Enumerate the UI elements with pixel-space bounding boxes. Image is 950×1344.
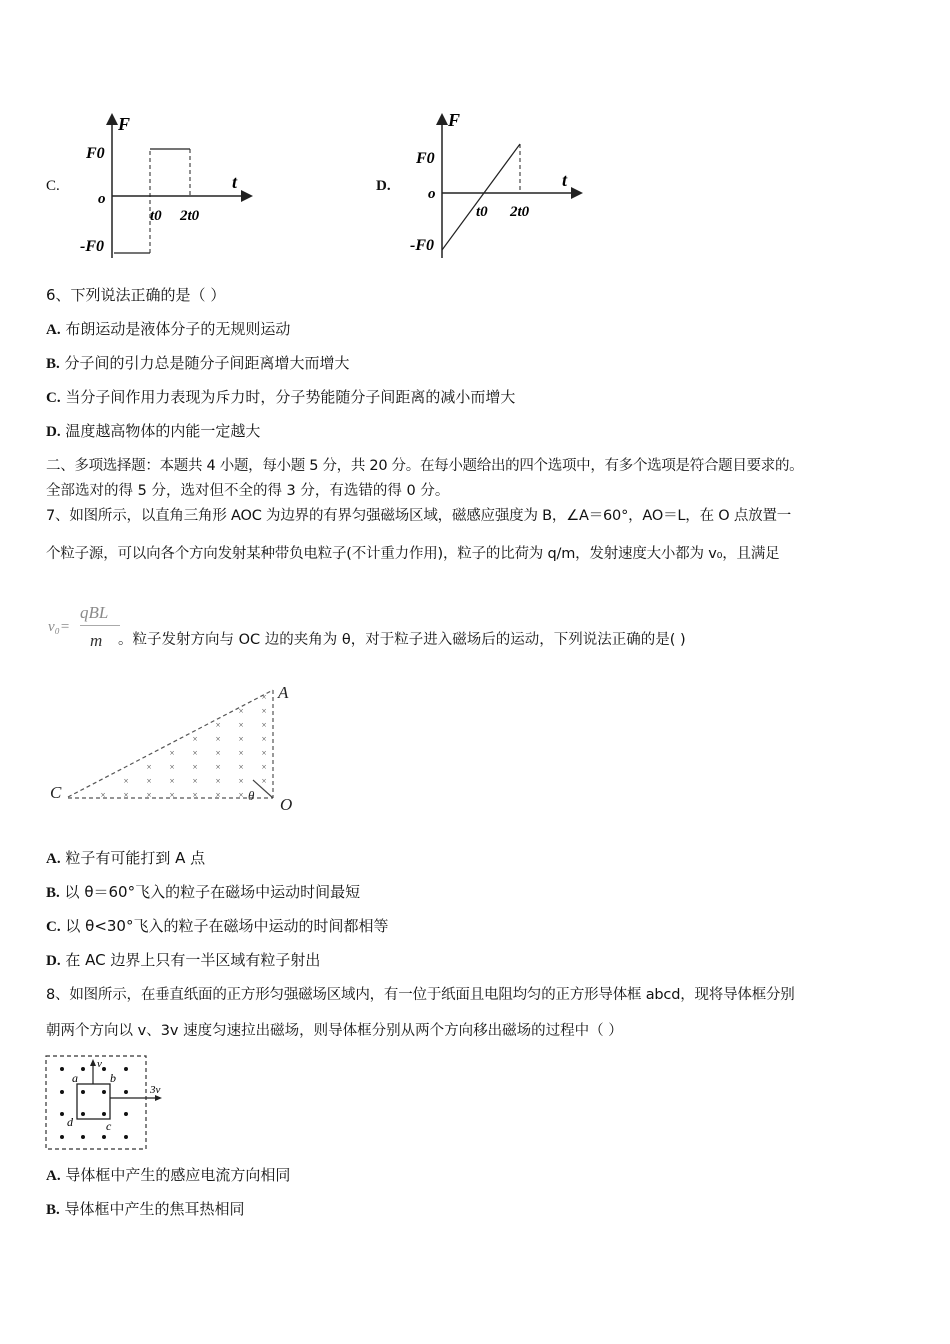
option-label: D.	[376, 178, 391, 194]
svg-text:×: ×	[238, 776, 244, 786]
svg-text:×: ×	[238, 706, 244, 716]
option-text: 在 AC 边界上只有一半区域有粒子射出	[65, 951, 321, 969]
svg-text:×: ×	[192, 734, 198, 744]
question-stem-line1: 7、如图所示，以直角三角形 AOC 为边界的有界匀强磁场区域，磁感应强度为 B，∠A＝60°，AO＝L，在 O 点放置一	[46, 508, 792, 524]
option-b	[46, 353, 350, 374]
option-a	[46, 848, 205, 869]
option-b	[46, 1199, 245, 1220]
x-tick-t0: t0	[476, 204, 488, 220]
svg-text:×: ×	[238, 762, 244, 772]
corner-label-d: d	[67, 1115, 73, 1129]
svg-text:×: ×	[261, 734, 267, 744]
fraction-bar	[80, 625, 120, 626]
option-label: D.	[46, 953, 61, 969]
y-axis-label: F	[448, 110, 461, 130]
question-stem-line2: 朝两个方向以 v、3v 速度匀速拉出磁场，则导体框分别从两个方向移出磁场的过程中（ ）	[46, 1023, 623, 1039]
svg-text:×: ×	[146, 762, 152, 772]
option-d	[46, 421, 260, 442]
option-c	[46, 916, 388, 937]
option-label: B.	[46, 885, 60, 901]
y-tick-neg-f0: -F0	[80, 238, 104, 255]
velocity-label-v: v	[97, 1058, 102, 1070]
x-axis-label: t	[562, 170, 568, 190]
formula-denominator: m	[90, 631, 103, 650]
option-label: C.	[46, 919, 61, 935]
option-label: A.	[46, 851, 61, 867]
svg-text:×: ×	[215, 734, 221, 744]
x-axis-label: t	[232, 172, 238, 192]
svg-text:×: ×	[261, 706, 267, 716]
svg-text:×: ×	[146, 790, 152, 800]
svg-text:×: ×	[169, 762, 175, 772]
svg-text:×: ×	[215, 762, 221, 772]
option-text: 当分子间作用力表现为斥力时，分子势能随分子间距离的减小而增大	[65, 388, 516, 406]
option-text: 布朗运动是液体分子的无规则运动	[65, 320, 291, 338]
option-b	[46, 882, 360, 903]
svg-text:×: ×	[238, 734, 244, 744]
option-text: 分子间的引力总是随分子间距离增大而增大	[64, 354, 350, 372]
question-stem-line3: 。粒子发射方向与 OC 边的夹角为 θ，对于粒子进入磁场后的运动，下列说法正确的是( )	[118, 632, 686, 648]
option-c	[46, 387, 515, 408]
question-stem-line1: 8、如图所示，在垂直纸面的正方形匀强磁场区域内，有一位于纸面且电阻均匀的正方形导体框 abcd，现将导体框分别	[46, 987, 795, 1003]
svg-text:×: ×	[261, 776, 267, 786]
section-instructions-line2: 全部选对的得 5 分，选对但不全的得 3 分，有选错的得 0 分。	[46, 483, 450, 499]
question-stem-line2: 个粒子源，可以向各个方向发射某种带负电粒子(不计重力作用)，粒子的比荷为 q/m，发射速度大小都为 v₀，且满足	[46, 546, 780, 562]
option-label: B.	[46, 356, 60, 372]
corner-label-a: a	[72, 1071, 78, 1085]
svg-text:×: ×	[123, 776, 129, 786]
question-stem: 6、下列说法正确的是（ ）	[46, 286, 226, 304]
vertex-label-o: O	[280, 795, 293, 814]
velocity-label-3v: 3v	[150, 1084, 161, 1096]
svg-text:×: ×	[215, 790, 221, 800]
option-label: A.	[46, 322, 61, 338]
formula-lhs: v₀=	[48, 619, 70, 635]
f-t-graph-c	[80, 108, 260, 263]
triangle-magnetic-field-figure	[48, 680, 308, 815]
angle-label-theta: θ	[248, 788, 255, 803]
svg-text:×: ×	[123, 790, 129, 800]
origin-label: o	[98, 191, 106, 207]
option-label: D.	[46, 424, 61, 440]
formula-numerator: qBL	[80, 603, 109, 622]
option-text: 温度越高物体的内能一定越大	[65, 422, 261, 440]
option-d	[46, 950, 320, 971]
svg-text:×: ×	[192, 790, 198, 800]
option-text: 粒子有可能打到 A 点	[65, 849, 206, 867]
svg-text:×: ×	[169, 748, 175, 758]
field-cross-marks	[100, 692, 266, 800]
svg-text:×: ×	[169, 790, 175, 800]
svg-text:×: ×	[146, 776, 152, 786]
corner-label-c: c	[106, 1119, 112, 1133]
option-text: 以 θ＝60°飞入的粒子在磁场中运动时间最短	[64, 883, 361, 901]
option-label: C.	[46, 178, 60, 194]
option-text: 以 θ<30°飞入的粒子在磁场中运动的时间都相等	[65, 917, 389, 935]
svg-text:×: ×	[261, 748, 267, 758]
y-tick-f0: F0	[86, 145, 105, 162]
x-tick-2t0: 2t0	[510, 204, 530, 220]
formula-v0	[46, 603, 126, 653]
origin-label: o	[428, 186, 436, 202]
option-text: 导体框中产生的焦耳热相同	[64, 1200, 245, 1218]
y-axis-label: F	[118, 114, 131, 134]
corner-label-b: b	[110, 1071, 116, 1085]
section-instructions-line1: 二、多项选择题：本题共 4 小题，每小题 5 分，共 20 分。在每小题给出的四个选项中，有多个选项是符合题目要求的。	[46, 458, 804, 474]
option-text: 导体框中产生的感应电流方向相同	[65, 1166, 291, 1184]
square-frame-magnetic-field-figure	[44, 1053, 174, 1153]
x-tick-t0: t0	[150, 208, 162, 224]
svg-text:×: ×	[192, 748, 198, 758]
vertex-label-a: A	[278, 683, 289, 702]
y-tick-f0: F0	[416, 150, 435, 167]
x-tick-2t0: 2t0	[180, 208, 200, 224]
vertex-label-c: C	[50, 783, 62, 802]
svg-text:×: ×	[238, 790, 244, 800]
f-t-graph-d	[410, 108, 590, 263]
option-a	[46, 319, 290, 340]
option-label: C.	[46, 390, 61, 406]
svg-text:×: ×	[215, 720, 221, 730]
svg-text:×: ×	[192, 776, 198, 786]
svg-text:×: ×	[100, 790, 106, 800]
option-label: B.	[46, 1202, 60, 1218]
option-a	[46, 1165, 290, 1186]
svg-text:×: ×	[215, 776, 221, 786]
svg-text:×: ×	[238, 748, 244, 758]
option-label: A.	[46, 1168, 61, 1184]
svg-text:×: ×	[192, 762, 198, 772]
svg-text:×: ×	[169, 776, 175, 786]
svg-text:×: ×	[261, 692, 267, 702]
svg-text:×: ×	[238, 720, 244, 730]
svg-text:×: ×	[215, 748, 221, 758]
svg-text:×: ×	[261, 720, 267, 730]
y-tick-neg-f0: -F0	[410, 237, 434, 254]
svg-text:×: ×	[261, 762, 267, 772]
